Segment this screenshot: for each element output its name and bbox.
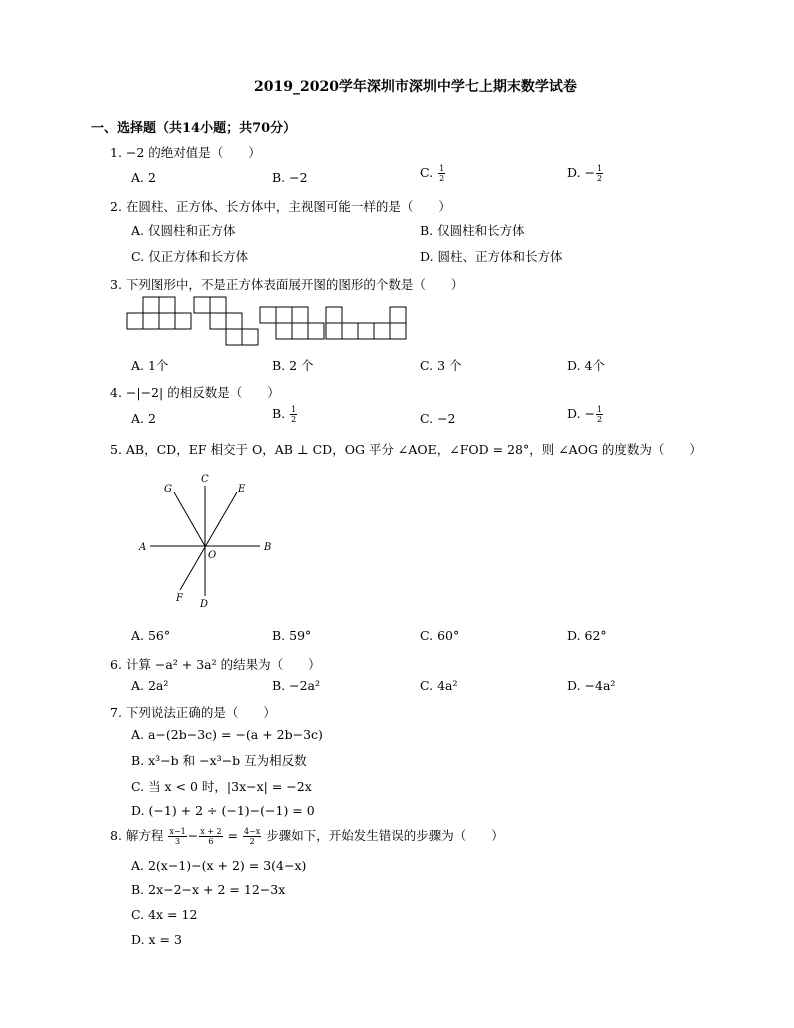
- q7-option-a: A. a−(2b−3c) = −(a + 2b−3c): [131, 727, 323, 742]
- q1-option-c-num: 1: [439, 164, 445, 173]
- q3-option-a: A. 1个: [131, 358, 169, 373]
- q3-option-d: D. 4个: [567, 358, 605, 373]
- q5-line-ef: [180, 492, 237, 590]
- q1-option-d-prefix: D. −: [567, 165, 595, 180]
- q8-frac-3-den: 2: [249, 837, 255, 846]
- q3-option-b: B. 2 个: [272, 358, 314, 373]
- q3-option-c: C. 3 个: [420, 358, 462, 373]
- q8-option-d: D. x = 3: [131, 932, 182, 947]
- q8-option-c: C. 4x = 12: [131, 907, 198, 922]
- q8-minus: −: [187, 828, 199, 843]
- q7-option-d: D. (−1) + 2 ÷ (−1)−(−1) = 0: [131, 803, 315, 818]
- q6-option-a: A. 2a²: [131, 678, 169, 693]
- q1-option-d-num: 1: [597, 164, 603, 173]
- q7-option-b: B. x³−b 和 −x³−b 互为相反数: [131, 753, 307, 768]
- q5-option-c: C. 60°: [420, 628, 460, 643]
- q4-option-d: [567, 405, 604, 424]
- q8-frac-2-den: 6: [208, 837, 214, 846]
- q8-frac-1-den: 3: [175, 837, 181, 846]
- q1-option-c-frac: [438, 164, 445, 183]
- q4-option-c: C. −2: [420, 411, 456, 426]
- q4-option-a: A. 2: [131, 411, 156, 426]
- q4-option-b-frac: [290, 405, 297, 424]
- q5-stem: 5. AB，CD，EF 相交于 O，AB ⊥ CD，OG 平分 ∠AOE，∠FOD = 28°，则 ∠AOG 的度数为（ ）: [110, 442, 702, 457]
- q1-option-c-den: 2: [439, 174, 445, 183]
- q8-stem-suffix: 步骤如下，开始发生错误的步骤为（ ）: [262, 828, 504, 843]
- q4-option-d-prefix: D. −: [567, 406, 595, 421]
- q5-option-b: B. 59°: [272, 628, 312, 643]
- section-heading: 一、选择题（共14小题；共70分）: [91, 121, 297, 136]
- q4-option-d-den: 2: [597, 415, 603, 424]
- q8-frac-2-num: x + 2: [200, 827, 222, 836]
- q3-net-1: [127, 297, 191, 329]
- q4-option-b-prefix: B.: [272, 406, 290, 421]
- q8-stem: [110, 826, 504, 846]
- q1-option-a: A. 2: [131, 170, 156, 185]
- q1-option-c-prefix: C.: [420, 165, 438, 180]
- q2-option-d: D. 圆柱、正方体和长方体: [420, 249, 563, 264]
- q2-option-a: A. 仅圆柱和正方体: [131, 223, 236, 238]
- q3-net-2: [194, 297, 258, 345]
- q6-option-b: B. −2a²: [272, 678, 321, 693]
- q5-label-e: E: [238, 484, 246, 495]
- q8-option-a: A. 2(x−1)−(x + 2) = 3(4−x): [131, 858, 307, 873]
- q4-stem: 4. −|−2| 的相反数是（ ）: [110, 385, 280, 400]
- q1-option-c: [420, 164, 446, 183]
- q3-stem: 3. 下列图形中，不是正方体表面展开图的图形的个数是（ ）: [110, 277, 464, 292]
- q8-frac-1-num: x−1: [169, 827, 186, 836]
- q3-net-3: [260, 307, 324, 339]
- q5-label-o: O: [208, 550, 217, 561]
- q5-label-f: F: [176, 593, 183, 604]
- q4-option-d-frac: [596, 405, 603, 424]
- q8-option-b: B. 2x−2−x + 2 = 12−3x: [131, 882, 286, 897]
- q1-option-d-frac: [596, 164, 603, 183]
- q4-option-d-num: 1: [597, 405, 603, 414]
- q5-label-g: G: [164, 484, 172, 495]
- q8-frac-2: [199, 827, 222, 846]
- q6-option-c: C. 4a²: [420, 678, 458, 693]
- q8-stem-prefix: 8. 解方程: [110, 828, 164, 843]
- q8-frac-3: [243, 827, 261, 846]
- q6-stem: 6. 计算 −a² + 3a² 的结果为（ ）: [110, 657, 321, 672]
- q1-option-d-den: 2: [597, 174, 603, 183]
- q5-label-d: D: [200, 599, 209, 610]
- q3-cube-nets-figure: [120, 295, 410, 347]
- q5-ray-og: [174, 492, 205, 546]
- q8-equals: =: [223, 828, 242, 843]
- q5-label-c: C: [201, 474, 209, 485]
- q6-option-d: D. −4a²: [567, 678, 616, 693]
- q1-option-b: B. −2: [272, 170, 308, 185]
- q5-option-d: D. 62°: [567, 628, 607, 643]
- q4-option-b: [272, 405, 298, 424]
- q5-label-a: A: [139, 542, 147, 553]
- q4-option-b-den: 2: [291, 415, 297, 424]
- q1-option-d: [567, 164, 604, 183]
- q3-net-4: [326, 307, 406, 339]
- q2-stem: 2. 在圆柱、正方体、长方体中，主视图可能一样的是（ ）: [110, 199, 451, 214]
- q5-option-a: A. 56°: [131, 628, 171, 643]
- q8-frac-3-num: 4−x: [244, 827, 261, 836]
- q5-angle-figure: [130, 468, 290, 618]
- q1-stem: 1. −2 的绝对值是（ ）: [110, 145, 261, 160]
- q7-stem: 7. 下列说法正确的是（ ）: [110, 705, 276, 720]
- q2-option-b: B. 仅圆柱和长方体: [420, 223, 525, 238]
- q7-option-c: C. 当 x < 0 时，|3x−x| = −2x: [131, 779, 312, 794]
- q2-option-c: C. 仅正方体和长方体: [131, 249, 249, 264]
- page-title: 2019_2020学年深圳市深圳中学七上期末数学试卷: [254, 79, 577, 95]
- q5-label-b: B: [264, 542, 272, 553]
- q4-option-b-num: 1: [291, 405, 297, 414]
- q8-frac-1: [168, 827, 186, 846]
